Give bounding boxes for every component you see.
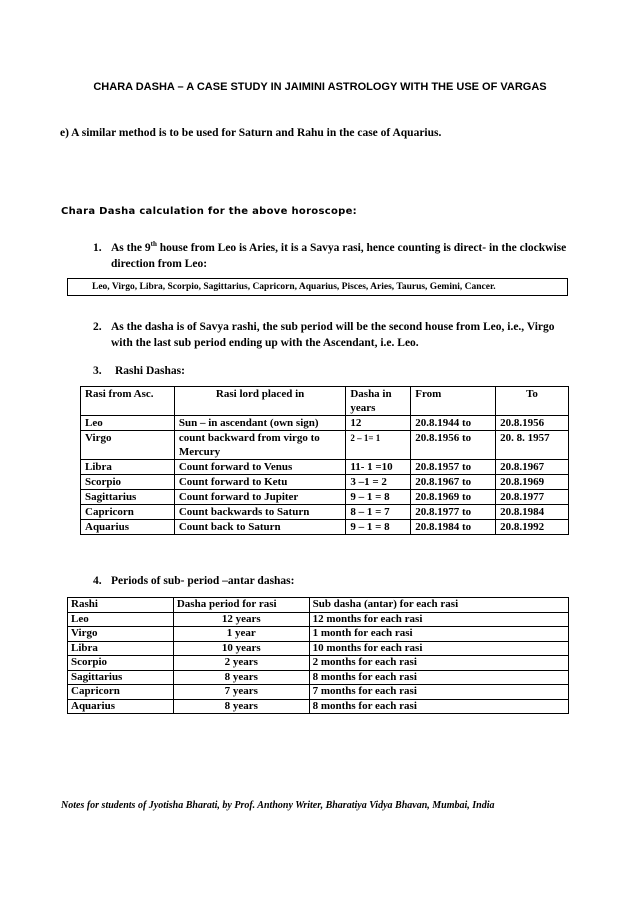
- table-cell: 10 years: [173, 641, 309, 656]
- list-item-text: As the 9th house from Leo is Aries, it is a Savya rasi, hence counting is direct- in the clockwise direction from Leo:: [111, 240, 567, 270]
- table-cell: 12: [346, 416, 411, 431]
- table-cell: 1 year: [173, 627, 309, 642]
- table-header-cell: From: [411, 387, 496, 416]
- table-cell: 20.8.1956 to: [411, 431, 496, 460]
- table-cell: Virgo: [81, 431, 175, 460]
- antar-dashas-table: [67, 597, 569, 714]
- table-cell: Capricorn: [68, 685, 174, 700]
- table-header-cell: Dasha period for rasi: [173, 598, 309, 613]
- list-number: 4.: [93, 575, 102, 587]
- table-cell: Count back to Saturn: [174, 520, 346, 535]
- page-footer: Notes for students of Jyotisha Bharati, by Prof. Anthony Writer, Bharatiya Vidya Bhavan, Mumbai, India: [61, 800, 495, 811]
- list-item-1: [93, 240, 583, 274]
- table-cell: Scorpio: [81, 475, 175, 490]
- table-cell: 8 – 1 = 7: [346, 505, 411, 520]
- table-cell: 20.8.1992: [496, 520, 569, 535]
- table-cell: 12 years: [173, 612, 309, 627]
- table-cell: 7 years: [173, 685, 309, 700]
- table-row: [81, 431, 569, 460]
- table-row: [68, 699, 569, 714]
- table-cell: 20.8.1984 to: [411, 520, 496, 535]
- table-row: [81, 475, 569, 490]
- table-row: [81, 460, 569, 475]
- table-cell: Sagittarius: [68, 670, 174, 685]
- table-row: [68, 612, 569, 627]
- table-cell: Leo: [81, 416, 175, 431]
- table-cell: Virgo: [68, 627, 174, 642]
- table-cell: Count backwards to Saturn: [174, 505, 346, 520]
- list-number: 1.: [93, 242, 102, 254]
- table-row: [81, 490, 569, 505]
- table-row: [68, 656, 569, 671]
- table-row: [68, 641, 569, 656]
- table-header-cell: Sub dasha (antar) for each rasi: [309, 598, 568, 613]
- table-cell: 11- 1 =10: [346, 460, 411, 475]
- table-cell: 2 years: [173, 656, 309, 671]
- table-cell: 8 years: [173, 699, 309, 714]
- table-row: [81, 505, 569, 520]
- table-row: [81, 520, 569, 535]
- table-cell: 20.8.1977: [496, 490, 569, 505]
- table-header-row: [81, 387, 569, 416]
- table-cell: Sagittarius: [81, 490, 175, 505]
- table-cell: 20.8.1967: [496, 460, 569, 475]
- table-cell: Aquarius: [68, 699, 174, 714]
- table-row: [68, 670, 569, 685]
- table-row: [81, 416, 569, 431]
- table-cell: 20. 8. 1957: [496, 431, 569, 460]
- table-header-cell: Rasi lord placed in: [174, 387, 346, 416]
- table-cell: 20.8.1977 to: [411, 505, 496, 520]
- paragraph-e: e) A similar method is to be used for Saturn and Rahu in the case of Aquarius.: [60, 127, 442, 139]
- table-cell: 20.8.1969 to: [411, 490, 496, 505]
- document-title: CHARA DASHA – A CASE STUDY IN JAIMINI ASTROLOGY WITH THE USE OF VARGAS: [93, 81, 547, 93]
- table-cell: 1 month for each rasi: [309, 627, 568, 642]
- list-item-2: [93, 319, 583, 353]
- table-cell: Count forward to Venus: [174, 460, 346, 475]
- list-item-4: [93, 573, 493, 591]
- list-number: 3.: [93, 365, 102, 377]
- table-cell: 20.8.1969: [496, 475, 569, 490]
- table-cell: Count forward to Jupiter: [174, 490, 346, 505]
- table-cell: Sun – in ascendant (own sign): [174, 416, 346, 431]
- table-cell: 20.8.1967 to: [411, 475, 496, 490]
- table-header-cell: Dasha in years: [346, 387, 411, 416]
- table-cell: count backward from virgo to Mercury: [174, 431, 346, 460]
- table-cell: 9 – 1 = 8: [346, 490, 411, 505]
- list-number: 2.: [93, 321, 102, 333]
- list-item-text: As the dasha is of Savya rashi, the sub period will be the second house from Leo, i.e., Virgo with the last sub period ending up with the Ascendant, i.e. Leo.: [111, 321, 555, 349]
- table-header-cell: Rasi from Asc.: [81, 387, 175, 416]
- table-cell: 2 – 1= 1: [346, 431, 411, 460]
- table-cell: 8 months for each rasi: [309, 699, 568, 714]
- table-row: [68, 627, 569, 642]
- rashi-dashas-table: [80, 386, 569, 535]
- table-cell: 10 months for each rasi: [309, 641, 568, 656]
- table-cell: Leo: [68, 612, 174, 627]
- signs-sequence-box: Leo, Virgo, Libra, Scorpio, Sagittarius, Capricorn, Aquarius, Pisces, Aries, Taurus, Gemini, Cancer.: [67, 278, 568, 296]
- table-cell: Libra: [68, 641, 174, 656]
- table-cell: 20.8.1944 to: [411, 416, 496, 431]
- table-cell: Aquarius: [81, 520, 175, 535]
- table-header-row: [68, 598, 569, 613]
- table-cell: Capricorn: [81, 505, 175, 520]
- calculation-heading: Chara Dasha calculation for the above horoscope:: [61, 206, 357, 217]
- table-cell: 20.8.1957 to: [411, 460, 496, 475]
- table-header-cell: To: [496, 387, 569, 416]
- table-cell: Libra: [81, 460, 175, 475]
- table-cell: Scorpio: [68, 656, 174, 671]
- table-cell: 2 months for each rasi: [309, 656, 568, 671]
- list-item-text: Periods of sub- period –antar dashas:: [111, 575, 295, 587]
- table-cell: 20.8.1984: [496, 505, 569, 520]
- table-cell: Count forward to Ketu: [174, 475, 346, 490]
- list-item-3: [93, 363, 393, 381]
- table-cell: 12 months for each rasi: [309, 612, 568, 627]
- table-cell: 20.8.1956: [496, 416, 569, 431]
- list-item-text: Rashi Dashas:: [115, 365, 185, 377]
- table-cell: 9 – 1 = 8: [346, 520, 411, 535]
- table-cell: 7 months for each rasi: [309, 685, 568, 700]
- table-cell: 8 years: [173, 670, 309, 685]
- table-cell: 3 –1 = 2: [346, 475, 411, 490]
- table-cell: 8 months for each rasi: [309, 670, 568, 685]
- table-row: [68, 685, 569, 700]
- table-header-cell: Rashi: [68, 598, 174, 613]
